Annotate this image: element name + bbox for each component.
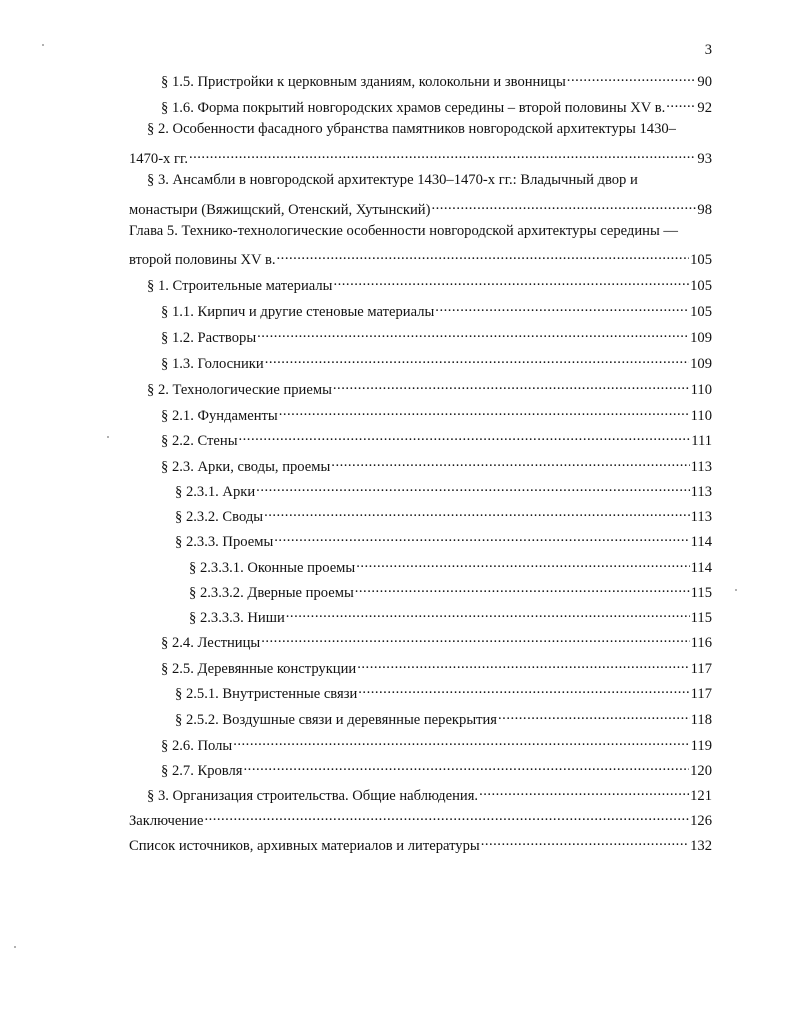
toc-entry-label: § 1.6. Форма покрытий новгородских храмов середины – второй половины XV в. [161,100,666,116]
toc-entry-page: 113 [690,459,712,475]
toc-entry-label: § 3. Организация строительства. Общие наблюдения. [147,788,479,804]
dot-leader [435,298,689,316]
dot-leader [333,376,690,394]
toc-entry-2-3 [161,453,712,475]
toc-entry-label: § 2.3.3.1. Оконные проемы [189,560,356,576]
dot-leader [331,453,689,471]
toc-chapter-line: Глава 5. Технико-технологические особенности новгородской архитектуры середины — [129,223,679,239]
scan-speck [42,44,44,46]
page-number: 3 [704,42,712,58]
toc-entry-label: § 2.3.3. Проемы [175,534,274,550]
toc-entry-3-ensembles [129,196,712,218]
dot-leader [481,832,689,850]
toc-entry-page: 126 [690,813,712,829]
dot-leader [357,655,689,673]
dot-leader [498,706,690,724]
dot-leader [189,145,696,163]
toc-entry-2-3-3-1 [189,554,712,576]
toc-entry-1-1 [161,298,712,320]
toc-entry-label: § 2.3.1. Арки [175,484,256,500]
dot-leader [233,732,689,750]
toc-entry-label: § 1.5. Пристройки к церковным зданиям, колокольни и звонницы [161,74,566,90]
toc-entry-label: § 2.5. Деревянные конструкции [161,661,357,677]
dot-leader [356,554,689,572]
dot-leader [358,680,689,698]
toc-entry-label: § 1.2. Растворы [161,330,257,346]
toc-entry-2-3-3 [175,528,712,550]
toc-entry-2-1 [161,402,712,424]
toc-entry-page: 115 [690,610,712,626]
toc-entry-page: 92 [697,100,712,116]
toc-entry-page: 113 [690,484,712,500]
toc-entry-3 [147,782,712,804]
toc-entry-page: 114 [690,534,712,550]
toc-entry-2-3-2 [175,503,712,525]
toc-entry-sources [129,832,712,854]
toc-entry-page: 109 [690,356,712,372]
toc-entry-2-3-3-3 [189,604,712,626]
toc-entry-label: § 2.3. Арки, своды, проемы [161,459,331,475]
toc-entry-2-facades [129,145,712,167]
dot-leader [244,757,690,775]
dot-leader [279,402,690,420]
toc-entry-page: 114 [690,560,712,576]
toc-entry-page: 121 [690,788,712,804]
dot-leader [286,604,690,622]
toc-entry-2 [147,376,712,398]
scan-speck [14,946,16,948]
toc-entry-page: 109 [690,330,712,346]
toc-chapter-5 [129,246,712,268]
dot-leader [277,246,690,264]
dot-leader [264,503,690,521]
toc-entry-page: 98 [697,202,712,218]
toc-entry-label: 1470-х гг. [129,151,188,167]
toc-entry-2-2 [161,427,712,449]
dot-leader [265,350,689,368]
scan-speck [735,589,737,591]
toc-entry-label: Заключение [129,813,204,829]
toc-entry-conclusion [129,807,712,829]
toc-entry-label: § 1.3. Голосники [161,356,264,372]
toc-entry-2-7 [161,757,712,779]
toc-entry-page: 117 [690,686,712,702]
toc-entry-label: § 2.7. Кровля [161,763,243,779]
toc-entry-page: 118 [690,712,712,728]
toc-entry-2-5-1 [175,680,712,702]
toc-entry-line: § 2. Особенности фасадного убранства памятников новгородской архитектуры 1430– [147,121,676,137]
toc-entry-2-4 [161,629,712,651]
dot-leader [666,94,696,112]
toc-entry-label: § 2.1. Фундаменты [161,408,278,424]
toc-entry-page: 105 [690,304,712,320]
dot-leader [257,324,689,342]
toc-entry-page: 132 [690,838,712,854]
toc-entry-2-5 [161,655,712,677]
toc-entry-page: 115 [690,585,712,601]
toc-entry-label: второй половины XV в. [129,252,276,268]
toc-entry-label: § 2.3.2. Своды [175,509,264,525]
scan-speck [107,436,109,438]
toc-entry-label: § 2.6. Полы [161,738,233,754]
toc-entry-page: 117 [690,661,712,677]
toc-entry-page: 93 [697,151,712,167]
toc-entry-page: 120 [690,763,712,779]
dot-leader [256,478,689,496]
toc-entry-page: 105 [690,278,712,294]
toc-entry-label: § 2. Технологические приемы [147,382,332,398]
toc-entry-1-5 [161,68,712,90]
dot-leader [333,272,689,290]
toc-entry-label: § 2.3.3.3. Ниши [189,610,285,626]
dot-leader [261,629,689,647]
toc-entry-page: 119 [690,738,712,754]
toc-entry-label: § 1. Строительные материалы [147,278,333,294]
toc-entry-page: 111 [691,433,712,449]
dot-leader [567,68,697,86]
toc-entry-page: 90 [697,74,712,90]
toc-entry-label: § 1.1. Кирпич и другие стеновые материалы [161,304,435,320]
toc-entry-page: 110 [690,408,712,424]
toc-entry-1-3 [161,350,712,372]
dot-leader [355,579,690,597]
toc-entry-page: 113 [690,509,712,525]
toc-entry-1-6 [161,94,712,116]
toc-entry-2-3-3-2 [189,579,712,601]
dot-leader [204,807,689,825]
toc-entry-2-6 [161,732,712,754]
toc-entry-1 [147,272,712,294]
toc-entry-page: 110 [690,382,712,398]
toc-entry-page: 105 [690,252,712,268]
toc-entry-label: монастыри (Вяжищский, Отенский, Хутынский) [129,202,431,218]
toc-entry-label: § 2.4. Лестницы [161,635,261,651]
dot-leader [239,427,691,445]
dot-leader [479,782,689,800]
toc-entry-label: § 2.2. Стены [161,433,238,449]
toc-entry-label: § 2.5.2. Воздушные связи и деревянные перекрытия [175,712,498,728]
toc-entry-1-2 [161,324,712,346]
toc-entry-2-5-2 [175,706,712,728]
toc-entry-label: Список источников, архивных материалов и литературы [129,838,480,854]
toc-entry-label: § 2.5.1. Внутристенные связи [175,686,358,702]
dot-leader [274,528,689,546]
toc-entry-line: § 3. Ансамбли в новгородской архитектуре 1430–1470-х гг.: Владычный двор и [147,172,638,188]
dot-leader [431,196,696,214]
toc-entry-2-3-1 [175,478,712,500]
toc-entry-label: § 2.3.3.2. Дверные проемы [189,585,354,601]
toc-entry-page: 116 [690,635,712,651]
